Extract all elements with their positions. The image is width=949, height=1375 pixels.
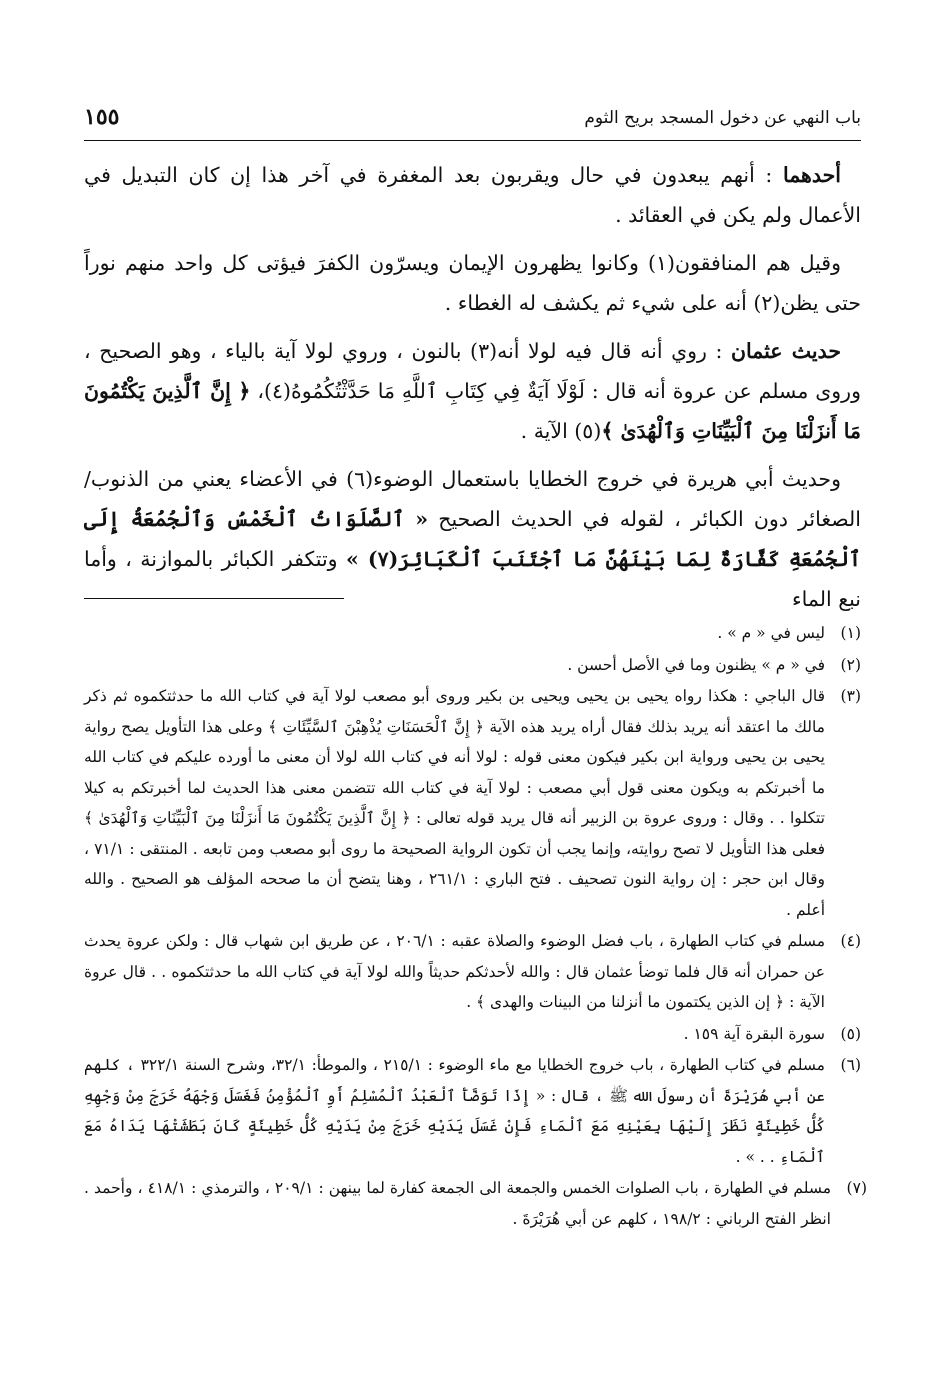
footnote-item: [84, 1019, 861, 1050]
paragraph-text: وقيل هم المنافقون(١) وكانوا يظهرون الإيمان ويسرّون الكفرَ فيؤتى كل واحد منهم نوراً حتى يظن(٢) أنه على شيء ثم يكشف له الغطاء .: [84, 251, 861, 315]
paragraph-tail: (٥) الآية .: [520, 419, 602, 443]
footnote-item: [84, 1173, 867, 1234]
footnote-item: [84, 1050, 861, 1172]
lead-word: حديث عثمان: [730, 339, 841, 363]
footnote-text: قال الباجي : هكذا رواه يحيى بن يحيى ويحيى بن بكير وروى أبو مصعب لولا آية في كتاب الله ما حدثتكموه ثم ذكر مالك ما اعتقد أنه يريد بذلك فقال أراه يريد هذه الآية ﴿ إِنَّ ٱلْحَسَنَاتِ يُذْهِبْنَ ٱلسَّيِّئَاتِ ﴾ وعلى هذا التأويل يصح رواية يحيى بن يحيى ورواية ابن بكير فيكون معنى قوله : لولا أنه في كتاب الله لولا أن معنى ما أورده عليكم في كتاب الله ما أخبرتكم به ويكون معنى قول أبي مصعب : لولا آية في كتاب الله تتضمن معنى هذا الحديث لما أخبرتكم به كيلا تتكلوا . . وقال : وروى عروة بن الزبير أنه قال يريد قوله تعالى : ﴿ إِنَّ ٱلَّذِينَ يَكْتُمُونَ مَا أَنزَلْنَا مِنَ ٱلْبَيِّنَاتِ وَٱلْهُدَىٰ ﴾ فعلى هذا التأويل لا تصح روايته، وإنما يجب أن تكون الرواية الصحيحة ما روى أبو مصعب ومن تابعه . المنتقى : ٧١/١ ، وقال ابن حجر : إن رواية النون تصحيف . فتح الباري : ٢٦١/١ ، وهنا يتضح أن ما صححه المؤلف هو الصحيح . والله أعلم .: [84, 687, 825, 919]
footnote-number: (٤): [840, 932, 861, 950]
footnote-text: في « م » يظنون وما في الأصل أحسن .: [567, 655, 825, 674]
footnote-text: مسلم في كتاب الطهارة ، باب خروج الخطايا مع ماء الوضوء : ٢١٥/١ ، والموطأ: ٣٢/١، وشرح السنة ٣٢٢/١ ، كلهم عن أبي هُرَيْرَةَ أن رسولَ الله ﷺ ، قال : « إِذَا تَوَضَّأَ ٱلْعَبْدُ ٱلْمُسْلِمُ أَوِ ٱلْمُؤْمِنُ فَغَسَلَ وَجْهَهُ خَرَجَ مِنْ وَجْهِهِ كُلُّ خَطِيئَةٍ نَظَرَ إِلَيْهَا بِعَيْنِهِ مَعَ ٱلْمَاءِ فَإِنْ غَسَلَ يَدَيْهِ خَرَجَ مِنْ يَدَيْهِ كُلُّ خَطِيئَةٍ كَانَ بَطَشَتْهَا يَدَاهُ مَعَ ٱلْمَاءِ . . » .: [84, 1056, 825, 1166]
footnote-text: ليس في « م » .: [717, 624, 825, 642]
paragraph-text: وحديث أبي هريرة في خروج الخطايا باستعمال الوضوء(٦) في الأعضاء يعني من الذنوب/ الصغائر دون الكبائر ، لقوله في الحديث الصحيح: [84, 467, 861, 531]
footnote-number: (٧): [846, 1179, 867, 1197]
paragraph-3: [84, 331, 861, 451]
chapter-title: باب النهي عن دخول المسجد بريح الثوم: [584, 108, 861, 128]
footnote-number: (٥): [840, 1024, 861, 1043]
footnote-item: [84, 926, 861, 1018]
footnote-text: سورة البقرة آية ١٥٩ .: [683, 1024, 825, 1043]
paragraph-tail: وتتكفر الكبائر بالموازنة ، وأما نبع الماء: [84, 547, 861, 611]
lead-word: أحدهما: [782, 163, 841, 187]
paragraph-2: [84, 243, 861, 323]
footnote-number: (٦): [840, 1056, 861, 1074]
footnote-number: (١): [840, 624, 861, 642]
footnote-item: [84, 681, 861, 925]
footnote-item: [84, 650, 861, 681]
hadith-quote: « ٱلصَّلَوَاتُ ٱلْخَمْسُ وَٱلْجُمُعَةُ إِلَى ٱلْجُمُعَةِ كَفَّارَةٌ لِمَا بَيْنَهُنَّ مَا ٱجْتَنَبَ ٱلْكَبَائِرَ(٧) »: [84, 507, 861, 571]
quran-quote: ﴿ إِنَّ ٱلَّذِينَ يَكْتُمُونَ مَا أَنزَلْنَا مِنَ ٱلْبَيِّنَاتِ وَٱلْهُدَىٰ ﴾: [84, 379, 861, 443]
paragraph-text: : روي أنه قال فيه لولا أنه(٣) بالنون ، وروي لولا آية بالياء ، وهو الصحيح ، وروى مسلم عن عروة أنه قال : لَوْلَا آيَةٌ فِي كِتَابِ ٱللَّهِ مَا حَدَّثْتُكُمُوهُ(٤)،: [84, 339, 861, 403]
footnote-separator: [84, 598, 344, 599]
footnote-text: مسلم في كتاب الطهارة ، باب فضل الوضوء والصلاة عقبه : ٢٠٦/١ ، عن طريق ابن شهاب قال : ولكن عروة يحدث عن حمران أنه قال فلما توضأ عثمان قال : والله لأحدثكم حديثاً والله لولا آية في كتاب الله ما حدثتكموه . . قال عروة الآية : ﴿ إن الذين يكتمون ما أنزلنا من البينات والهدى ﴾ .: [84, 932, 825, 1011]
running-header: [84, 98, 861, 141]
page-number: ١٥٥: [84, 104, 120, 130]
footnote-number: (٣): [840, 687, 861, 705]
paragraph-text: : أنهم يبعدون في حال ويقربون بعد المغفرة في آخر هذا إن كان التبديل في الأعمال ولم يكن في العقائد .: [84, 163, 861, 227]
footnote-number: (٢): [840, 655, 861, 674]
footnotes: [84, 618, 867, 1235]
footnote-item: [84, 618, 861, 649]
paragraph-1: [84, 155, 861, 235]
paragraph-4: [84, 459, 861, 619]
main-text: [84, 155, 861, 627]
footnote-text: مسلم في الطهارة ، باب الصلوات الخمس والجمعة الى الجمعة كفارة لما بينهن : ٢٠٩/١ ، والترمذي : ٤١٨/١ ، وأحمد . انظر الفتح الرباني : ١٩٨/٢ ، كلهم عن أبي هُرَيْرَةَ .: [84, 1179, 831, 1228]
